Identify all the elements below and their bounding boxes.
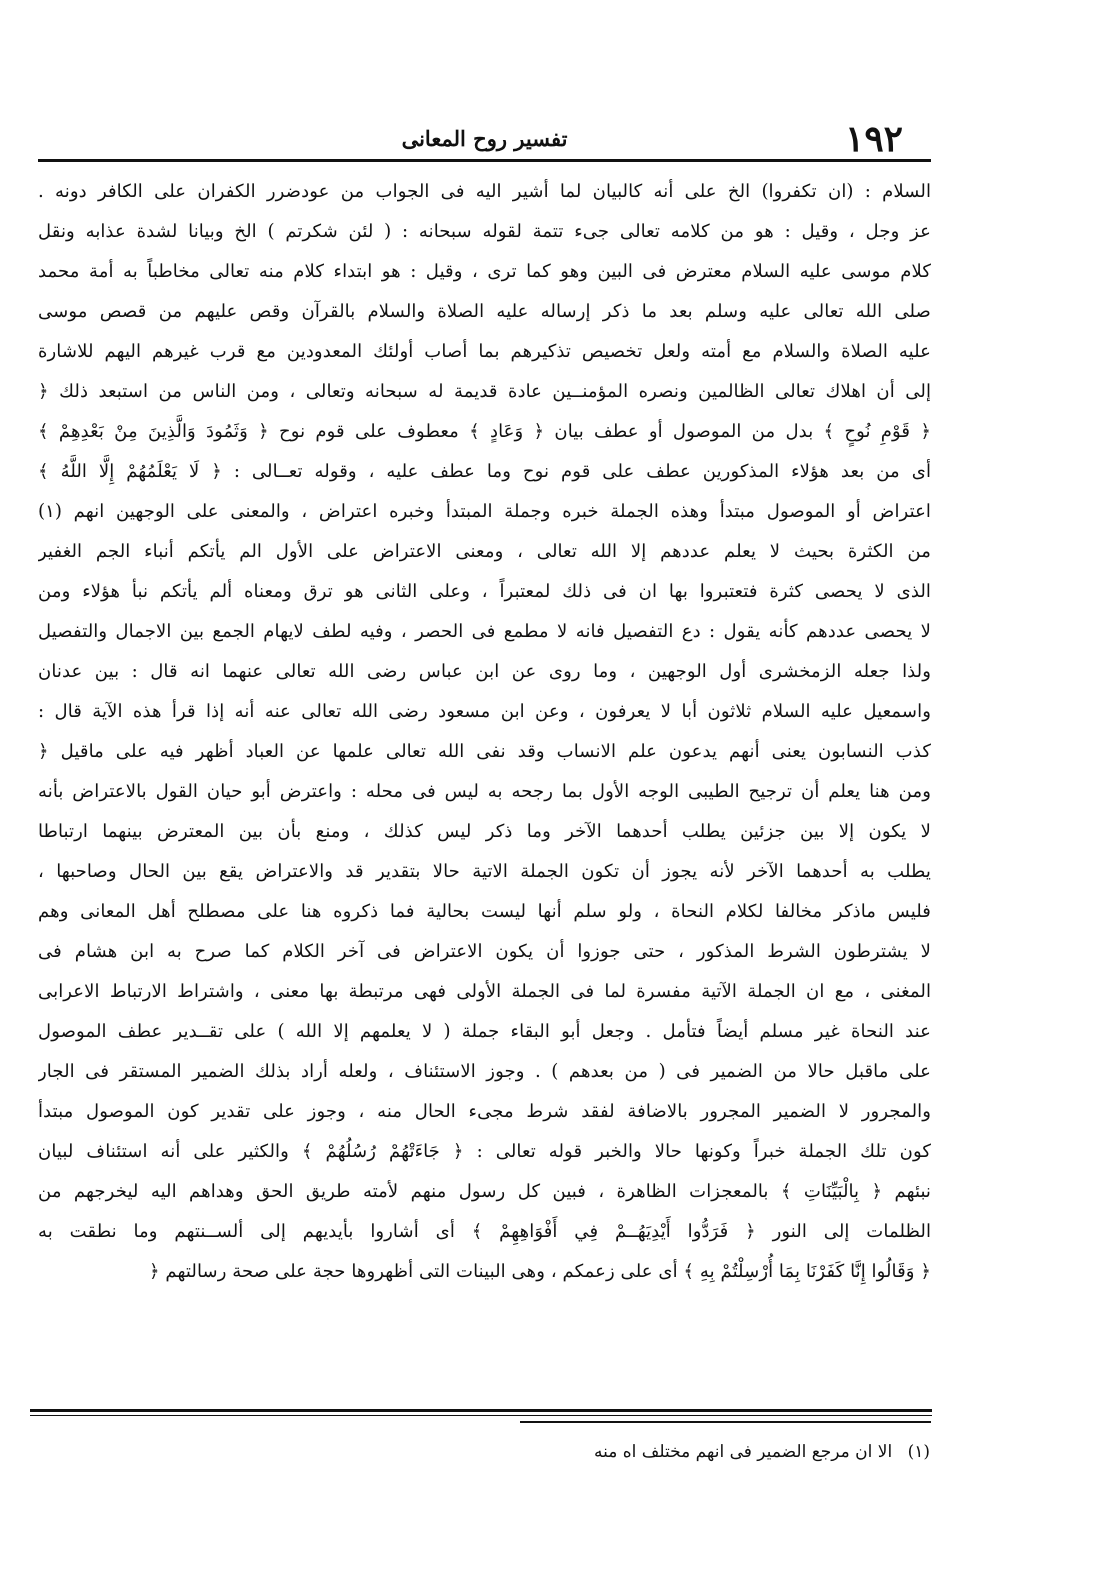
text-line: أى من بعد هؤلاء المذكورين عطف على قوم نوح وما عطف عليه ، وقوله تعــالى : ﴿ لَا يَعْلَمُهُمْ إِلَّا اللَّهُ ﴾ bbox=[38, 461, 931, 482]
text-line: فليس ماذكر مخالفا لكلام النحاة ، ولو سلم أنها ليست بحالية فما ذكروه هنا على مصطلح أهل المعانى وهم bbox=[38, 901, 931, 922]
text-line: لا يكون إلا بين جزئين يطلب أحدهما الآخر وما ذكر ليس كذلك ، ومنع بأن بين المعترض بينهما ارتباطا bbox=[38, 821, 931, 842]
footnote bbox=[594, 1432, 930, 1472]
text-end-rule-thin bbox=[30, 1415, 932, 1416]
text-line: عليه الصلاة والسلام مع أمته ولعل تخصيص تذكيرهم بما أصاب أولئك المعدودين مع قرب غيرهم اليهم للاشارة bbox=[38, 341, 931, 362]
text-line: صلى الله تعالى عليه وسلم بعد ما ذكر إرساله عليه الصلاة والسلام بالقرآن وقص عليهم من قصص موسى bbox=[38, 301, 931, 322]
main-text bbox=[38, 172, 931, 1292]
text-line: كلام موسى عليه السلام معترض فى البين وهو كما ترى ، وقيل : هو ابتداء كلام منه تعالى مخاطباً به أمة محمد bbox=[38, 261, 931, 282]
page-number: ١٩٢ bbox=[844, 118, 903, 160]
text-line: عز وجل ، وقيل : هو من كلامه تعالى جىء تتمة لقوله سبحانه : ( لئن شكرتم ) الخ وبيانا لشدة عذابه ونقل bbox=[38, 221, 931, 242]
text-line: نبئهم ﴿ بِالْبَيِّنَاتِ ﴾ بالمعجزات الظاهرة ، فبين كل رسول منهم لأمته طريق الحق وهداهم اليه ليخرجهم من bbox=[38, 1181, 931, 1202]
footnote-marker: (١) bbox=[907, 1442, 930, 1462]
text-line: كذب النسابون يعنى أنهم يدعون علم الانساب وقد نفى الله تعالى علمها عن العباد أظهر فيه على ماقيل ﴿ bbox=[38, 741, 931, 762]
text-line: لا يحصى عددهم كأنه يقول : دع التفصيل فانه لا مطمع فى الحصر ، وفيه لطف لايهام الجمع بين الاجمال والتفصيل bbox=[38, 621, 931, 642]
text-line: يطلب به أحدهما الآخر لأنه يجوز أن تكون الجملة الاتية حالا بتقدير قد والاعتراض يقع بين الحال وصاحبها ، bbox=[38, 861, 931, 882]
text-line: لا يشترطون الشرط المذكور ، حتى جوزوا أن يكون الاعتراض فى آخر الكلام كما صرح به ابن هشام فى bbox=[38, 941, 931, 962]
text-line: اعتراض أو الموصول مبتدأ وهذه الجملة خبره وجملة المبتدأ وخبره اعتراض ، والمعنى على الوجهين انهم (١) bbox=[38, 501, 931, 522]
text-line: من الكثرة بحيث لا يعلم عددهم إلا الله تعالى ، ومعنى الاعتراض على الأول الم يأتكم أنباء الجم الغفير bbox=[38, 541, 931, 562]
text-line: الذى لا يحصى كثرة فتعتبروا بها ان فى ذلك لمعتبراً ، وعلى الثانى هو ترق ومعناه ألم يأتكم نبأ هؤلاء ومن bbox=[38, 581, 931, 602]
text-line: المغنى ، مع ان الجملة الآتية مفسرة لما فى الجملة الأولى فهى مرتبطة بها معنى ، واشتراط الارتباط الاعرابى bbox=[38, 981, 931, 1002]
footnote-rule bbox=[520, 1421, 931, 1423]
text-line: الظلمات إلى النور ﴿ فَرَدُّوا أَيْدِيَهُــمْ فِي أَفْوَاهِهِمْ ﴾ أى أشاروا بأيديهم إلى ألســنتهم وما نطقت به bbox=[38, 1221, 931, 1242]
text-line: والمجرور لا الضمير المجرور بالاضافة لفقد شرط مجىء الحال منه ، وجوز على تقدير كون الموصول مبتدأ bbox=[38, 1101, 931, 1122]
text-line: كون تلك الجملة خبراً وكونها حالا والخبر قوله تعالى : ﴿ جَاءَتْهُمْ رُسُلُهُمْ ﴾ والكثير على أنه استئناف لبيان bbox=[38, 1141, 931, 1162]
text-line: ولذا جعله الزمخشرى أول الوجهين ، وما روى عن ابن عباس رضى الله تعالى عنهما انه قال : بين عدنان bbox=[38, 661, 931, 682]
text-line: عند النحاة غير مسلم أيضاً فتأمل . وجعل أبو البقاء جملة ( لا يعلمهم إلا الله ) على تقــدير عطف الموصول bbox=[38, 1021, 931, 1042]
footnote-text: الا ان مرجع الضمير فى انهم مختلف اه منه bbox=[593, 1442, 893, 1462]
page-header bbox=[38, 118, 931, 160]
text-end-rule bbox=[30, 1409, 932, 1412]
text-line: إلى أن اهلاك تعالى الظالمين ونصره المؤمنــين عادة قديمة له سبحانه وتعالى ، ومن الناس من استبعد ذلك ﴿ bbox=[38, 381, 931, 402]
text-line: السلام : (ان تكفروا) الخ على أنه كالبيان لما أشير اليه فى الجواب من عودضرر الكفران على الكافر دونه . bbox=[38, 181, 931, 202]
text-line: واسمعيل عليه السلام ثلاثون أبا لا يعرفون ، وعن ابن مسعود رضى الله تعالى عنه أنه إذا قرأ هذه الآية قال : bbox=[38, 701, 931, 722]
text-line: ومن هنا يعلم أن ترجيح الطيبى الوجه الأول بما رجحه به ليس فى محله : واعترض أبو حيان القول بالاعتراض بأنه bbox=[38, 781, 931, 802]
header-rule bbox=[38, 159, 931, 162]
book-title: تفسير روح المعانى bbox=[401, 126, 568, 151]
text-line: ﴿ وَقَالُوا إِنَّا كَفَرْنَا بِمَا أُرْسِلْتُمْ بِهِ ﴾ أى على زعمكم ، وهى البينات التى أظهروها حجة على صحة رسالتهم ﴿ bbox=[148, 1261, 931, 1282]
text-line: ﴿ قَوْمِ نُوحٍ ﴾ بدل من الموصول أو عطف بيان ﴿ وَعَادٍ ﴾ معطوف على قوم نوح ﴿ وَثَمُودَ وَالَّذِينَ مِنْ بَعْدِهِمْ ﴾ bbox=[38, 421, 931, 442]
text-line: على ماقبل حالا من الضمير فى ( من بعدهم ) . وجوز الاستئناف ، ولعله أراد بذلك الضمير المستقر فى الجار bbox=[38, 1061, 931, 1082]
